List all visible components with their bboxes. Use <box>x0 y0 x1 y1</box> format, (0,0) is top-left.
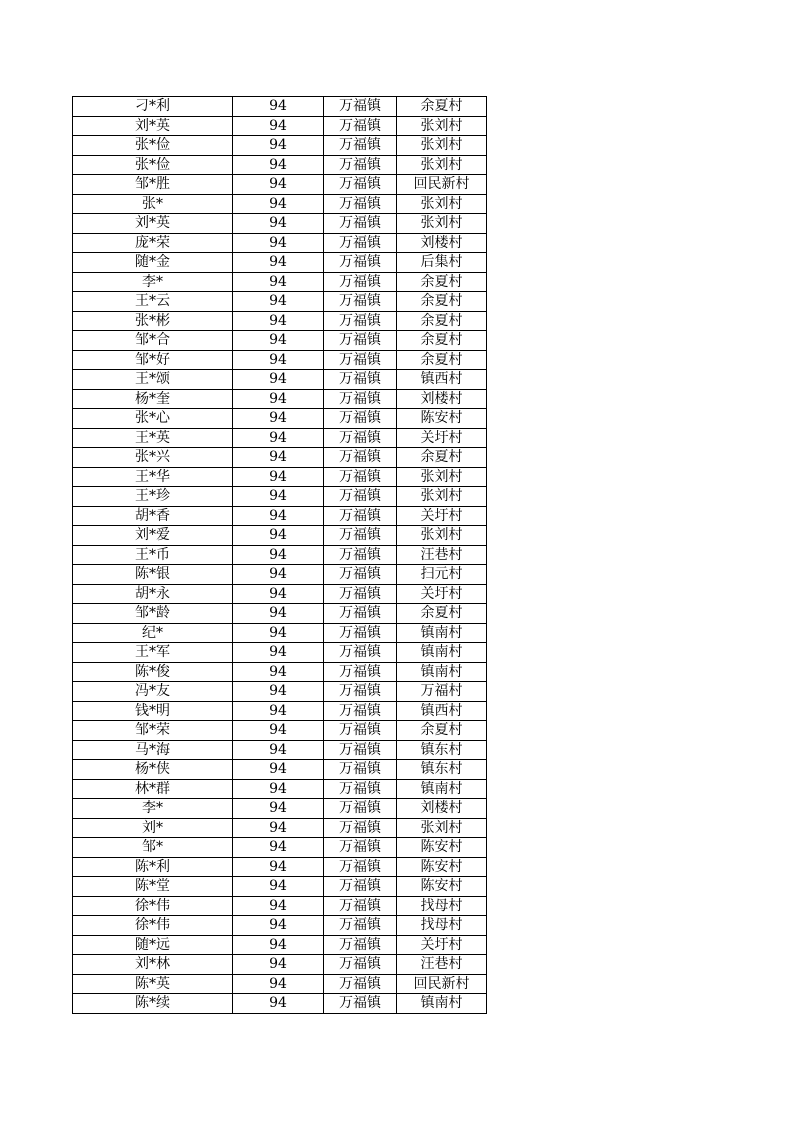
village-cell: 万福村 <box>397 682 487 702</box>
village-cell: 汪巷村 <box>397 545 487 565</box>
name-cell: 王*云 <box>73 292 233 312</box>
town-cell: 万福镇 <box>324 253 397 273</box>
table-row <box>73 272 487 292</box>
name-cell: 陈*银 <box>73 565 233 585</box>
name-cell: 张*俭 <box>73 155 233 175</box>
name-cell: 马*海 <box>73 740 233 760</box>
town-cell: 万福镇 <box>324 214 397 234</box>
table-row <box>73 467 487 487</box>
table-row <box>73 253 487 273</box>
village-cell: 关圩村 <box>397 506 487 526</box>
name-cell: 李* <box>73 799 233 819</box>
table-row <box>73 136 487 156</box>
table-row <box>73 643 487 663</box>
town-cell: 万福镇 <box>324 721 397 741</box>
village-cell: 后集村 <box>397 253 487 273</box>
name-cell: 邹*好 <box>73 350 233 370</box>
town-cell: 万福镇 <box>324 506 397 526</box>
village-cell: 张刘村 <box>397 116 487 136</box>
village-cell: 余夏村 <box>397 604 487 624</box>
age-cell: 94 <box>233 389 324 409</box>
table-row <box>73 428 487 448</box>
name-cell: 邹*龄 <box>73 604 233 624</box>
town-cell: 万福镇 <box>324 331 397 351</box>
age-cell: 94 <box>233 682 324 702</box>
village-cell: 陈安村 <box>397 857 487 877</box>
village-cell: 镇南村 <box>397 643 487 663</box>
age-cell: 94 <box>233 214 324 234</box>
table-row <box>73 526 487 546</box>
age-cell: 94 <box>233 526 324 546</box>
age-cell: 94 <box>233 350 324 370</box>
village-cell: 张刘村 <box>397 526 487 546</box>
table-body <box>73 97 487 1014</box>
table-row <box>73 779 487 799</box>
name-cell: 随*金 <box>73 253 233 273</box>
name-cell: 庞*荣 <box>73 233 233 253</box>
age-cell: 94 <box>233 116 324 136</box>
table-row <box>73 194 487 214</box>
name-cell: 刘*英 <box>73 116 233 136</box>
age-cell: 94 <box>233 877 324 897</box>
table-row <box>73 818 487 838</box>
age-cell: 94 <box>233 506 324 526</box>
name-cell: 陈*利 <box>73 857 233 877</box>
table-row <box>73 682 487 702</box>
age-cell: 94 <box>233 253 324 273</box>
village-cell: 关圩村 <box>397 935 487 955</box>
table-row <box>73 506 487 526</box>
town-cell: 万福镇 <box>324 740 397 760</box>
name-cell: 张*彬 <box>73 311 233 331</box>
name-cell: 刘*爱 <box>73 526 233 546</box>
village-cell: 镇南村 <box>397 662 487 682</box>
town-cell: 万福镇 <box>324 136 397 156</box>
table-row <box>73 487 487 507</box>
town-cell: 万福镇 <box>324 97 397 117</box>
town-cell: 万福镇 <box>324 623 397 643</box>
age-cell: 94 <box>233 916 324 936</box>
age-cell: 94 <box>233 545 324 565</box>
name-cell: 陈*续 <box>73 994 233 1014</box>
table-row <box>73 623 487 643</box>
village-cell: 余夏村 <box>397 292 487 312</box>
village-cell: 刘楼村 <box>397 233 487 253</box>
age-cell: 94 <box>233 779 324 799</box>
name-cell: 张*兴 <box>73 448 233 468</box>
town-cell: 万福镇 <box>324 857 397 877</box>
age-cell: 94 <box>233 740 324 760</box>
village-cell: 镇东村 <box>397 760 487 780</box>
table-row <box>73 233 487 253</box>
table-row <box>73 448 487 468</box>
age-cell: 94 <box>233 565 324 585</box>
table-row <box>73 974 487 994</box>
name-cell: 邹* <box>73 838 233 858</box>
age-cell: 94 <box>233 467 324 487</box>
town-cell: 万福镇 <box>324 526 397 546</box>
town-cell: 万福镇 <box>324 994 397 1014</box>
name-cell: 邹*合 <box>73 331 233 351</box>
name-cell: 王*军 <box>73 643 233 663</box>
village-cell: 张刘村 <box>397 136 487 156</box>
table-row <box>73 175 487 195</box>
name-cell: 徐*伟 <box>73 896 233 916</box>
age-cell: 94 <box>233 370 324 390</box>
table-row <box>73 331 487 351</box>
village-cell: 余夏村 <box>397 721 487 741</box>
town-cell: 万福镇 <box>324 974 397 994</box>
name-cell: 林*群 <box>73 779 233 799</box>
table-row <box>73 896 487 916</box>
age-cell: 94 <box>233 955 324 975</box>
town-cell: 万福镇 <box>324 272 397 292</box>
village-cell: 陈安村 <box>397 838 487 858</box>
village-cell: 余夏村 <box>397 97 487 117</box>
age-cell: 94 <box>233 818 324 838</box>
town-cell: 万福镇 <box>324 350 397 370</box>
table-row <box>73 565 487 585</box>
town-cell: 万福镇 <box>324 565 397 585</box>
table-row <box>73 760 487 780</box>
age-cell: 94 <box>233 409 324 429</box>
village-cell: 镇西村 <box>397 701 487 721</box>
name-cell: 刁*利 <box>73 97 233 117</box>
town-cell: 万福镇 <box>324 604 397 624</box>
village-cell: 镇西村 <box>397 370 487 390</box>
village-cell: 镇东村 <box>397 740 487 760</box>
age-cell: 94 <box>233 623 324 643</box>
village-cell: 回民新村 <box>397 974 487 994</box>
town-cell: 万福镇 <box>324 818 397 838</box>
table-row <box>73 740 487 760</box>
name-cell: 冯*友 <box>73 682 233 702</box>
name-cell: 刘* <box>73 818 233 838</box>
table-row <box>73 116 487 136</box>
age-cell: 94 <box>233 233 324 253</box>
table-row <box>73 721 487 741</box>
table-row <box>73 545 487 565</box>
town-cell: 万福镇 <box>324 233 397 253</box>
town-cell: 万福镇 <box>324 292 397 312</box>
age-cell: 94 <box>233 721 324 741</box>
town-cell: 万福镇 <box>324 194 397 214</box>
age-cell: 94 <box>233 155 324 175</box>
table-row <box>73 292 487 312</box>
age-cell: 94 <box>233 331 324 351</box>
table-row <box>73 214 487 234</box>
town-cell: 万福镇 <box>324 370 397 390</box>
village-cell: 镇南村 <box>397 779 487 799</box>
table-row <box>73 370 487 390</box>
village-cell: 余夏村 <box>397 448 487 468</box>
table-row <box>73 935 487 955</box>
table-row <box>73 799 487 819</box>
data-table <box>72 96 487 1014</box>
age-cell: 94 <box>233 799 324 819</box>
name-cell: 陈*堂 <box>73 877 233 897</box>
town-cell: 万福镇 <box>324 799 397 819</box>
village-cell: 汪巷村 <box>397 955 487 975</box>
age-cell: 94 <box>233 136 324 156</box>
name-cell: 胡*香 <box>73 506 233 526</box>
village-cell: 张刘村 <box>397 487 487 507</box>
town-cell: 万福镇 <box>324 916 397 936</box>
table-row <box>73 155 487 175</box>
age-cell: 94 <box>233 292 324 312</box>
village-cell: 张刘村 <box>397 818 487 838</box>
age-cell: 94 <box>233 994 324 1014</box>
table-row <box>73 955 487 975</box>
age-cell: 94 <box>233 584 324 604</box>
village-cell: 扫元村 <box>397 565 487 585</box>
village-cell: 张刘村 <box>397 467 487 487</box>
town-cell: 万福镇 <box>324 389 397 409</box>
age-cell: 94 <box>233 896 324 916</box>
name-cell: 张*俭 <box>73 136 233 156</box>
age-cell: 94 <box>233 194 324 214</box>
age-cell: 94 <box>233 311 324 331</box>
name-cell: 随*远 <box>73 935 233 955</box>
name-cell: 王*英 <box>73 428 233 448</box>
age-cell: 94 <box>233 97 324 117</box>
table-row <box>73 916 487 936</box>
village-cell: 找母村 <box>397 916 487 936</box>
town-cell: 万福镇 <box>324 467 397 487</box>
name-cell: 徐*伟 <box>73 916 233 936</box>
town-cell: 万福镇 <box>324 662 397 682</box>
name-cell: 王*颂 <box>73 370 233 390</box>
name-cell: 王*华 <box>73 467 233 487</box>
town-cell: 万福镇 <box>324 409 397 429</box>
table-row <box>73 350 487 370</box>
table-row <box>73 97 487 117</box>
village-cell: 镇南村 <box>397 994 487 1014</box>
village-cell: 镇南村 <box>397 623 487 643</box>
town-cell: 万福镇 <box>324 877 397 897</box>
name-cell: 杨*侠 <box>73 760 233 780</box>
village-cell: 余夏村 <box>397 311 487 331</box>
name-cell: 纪* <box>73 623 233 643</box>
table-row <box>73 409 487 429</box>
town-cell: 万福镇 <box>324 584 397 604</box>
town-cell: 万福镇 <box>324 448 397 468</box>
village-cell: 张刘村 <box>397 155 487 175</box>
name-cell: 刘*林 <box>73 955 233 975</box>
village-cell: 陈安村 <box>397 877 487 897</box>
age-cell: 94 <box>233 662 324 682</box>
town-cell: 万福镇 <box>324 487 397 507</box>
table-row <box>73 584 487 604</box>
town-cell: 万福镇 <box>324 955 397 975</box>
village-cell: 刘楼村 <box>397 389 487 409</box>
name-cell: 邹*荣 <box>73 721 233 741</box>
name-cell: 张*心 <box>73 409 233 429</box>
village-cell: 余夏村 <box>397 350 487 370</box>
name-cell: 邹*胜 <box>73 175 233 195</box>
age-cell: 94 <box>233 935 324 955</box>
table-row <box>73 701 487 721</box>
table-row <box>73 662 487 682</box>
table-row <box>73 994 487 1014</box>
age-cell: 94 <box>233 175 324 195</box>
age-cell: 94 <box>233 701 324 721</box>
age-cell: 94 <box>233 272 324 292</box>
table-row <box>73 604 487 624</box>
age-cell: 94 <box>233 604 324 624</box>
table-row <box>73 857 487 877</box>
age-cell: 94 <box>233 487 324 507</box>
name-cell: 胡*永 <box>73 584 233 604</box>
age-cell: 94 <box>233 448 324 468</box>
name-cell: 钱*明 <box>73 701 233 721</box>
town-cell: 万福镇 <box>324 779 397 799</box>
village-cell: 关圩村 <box>397 584 487 604</box>
name-cell: 王*珍 <box>73 487 233 507</box>
town-cell: 万福镇 <box>324 116 397 136</box>
town-cell: 万福镇 <box>324 311 397 331</box>
age-cell: 94 <box>233 428 324 448</box>
age-cell: 94 <box>233 838 324 858</box>
village-cell: 陈安村 <box>397 409 487 429</box>
name-cell: 王*币 <box>73 545 233 565</box>
town-cell: 万福镇 <box>324 545 397 565</box>
town-cell: 万福镇 <box>324 155 397 175</box>
town-cell: 万福镇 <box>324 760 397 780</box>
town-cell: 万福镇 <box>324 175 397 195</box>
town-cell: 万福镇 <box>324 428 397 448</box>
village-cell: 找母村 <box>397 896 487 916</box>
name-cell: 杨*奎 <box>73 389 233 409</box>
name-cell: 陈*俊 <box>73 662 233 682</box>
village-cell: 回民新村 <box>397 175 487 195</box>
town-cell: 万福镇 <box>324 838 397 858</box>
name-cell: 刘*英 <box>73 214 233 234</box>
name-cell: 李* <box>73 272 233 292</box>
age-cell: 94 <box>233 974 324 994</box>
village-cell: 余夏村 <box>397 272 487 292</box>
age-cell: 94 <box>233 857 324 877</box>
town-cell: 万福镇 <box>324 643 397 663</box>
table-row <box>73 838 487 858</box>
table-row <box>73 877 487 897</box>
town-cell: 万福镇 <box>324 682 397 702</box>
table-row <box>73 311 487 331</box>
table-row <box>73 389 487 409</box>
town-cell: 万福镇 <box>324 701 397 721</box>
village-cell: 关圩村 <box>397 428 487 448</box>
town-cell: 万福镇 <box>324 896 397 916</box>
village-cell: 张刘村 <box>397 214 487 234</box>
village-cell: 余夏村 <box>397 331 487 351</box>
name-cell: 张* <box>73 194 233 214</box>
age-cell: 94 <box>233 643 324 663</box>
village-cell: 刘楼村 <box>397 799 487 819</box>
age-cell: 94 <box>233 760 324 780</box>
town-cell: 万福镇 <box>324 935 397 955</box>
name-cell: 陈*英 <box>73 974 233 994</box>
village-cell: 张刘村 <box>397 194 487 214</box>
